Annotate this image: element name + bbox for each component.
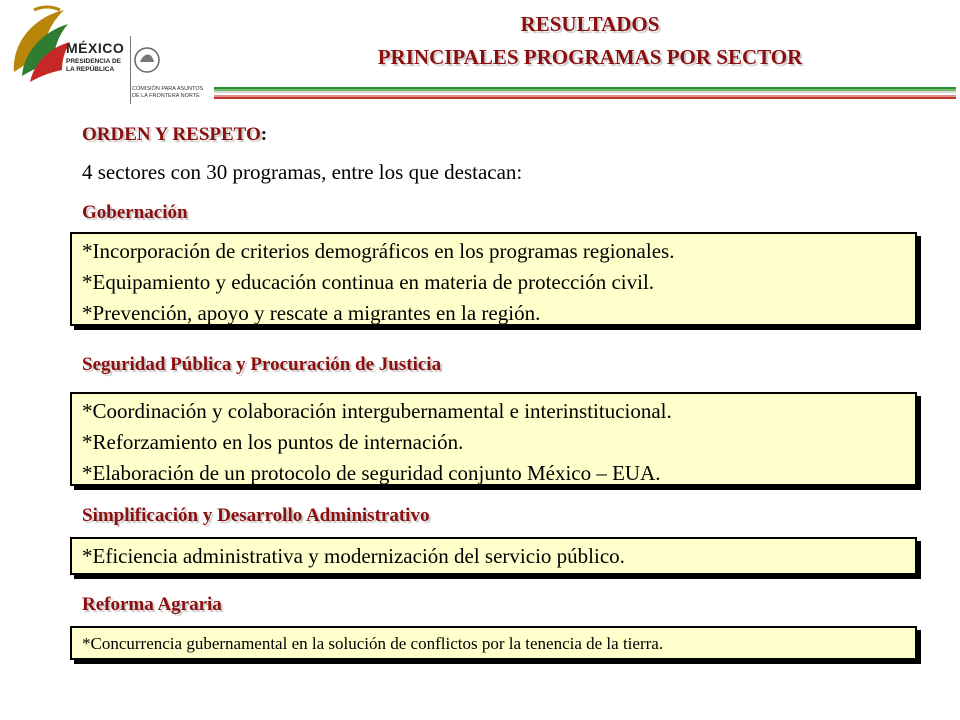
flag-stripes — [214, 87, 956, 101]
list-item: *Equipamiento y educación continua en materia de protección civil. — [82, 270, 655, 294]
logo-agency-line: COMISIÓN PARA ASUNTOS — [132, 86, 204, 92]
logo — [4, 2, 204, 110]
sector-heading-simplificacion: Simplificación y Desarrollo Administrativo — [82, 505, 430, 526]
sector-box-seguridad — [70, 392, 917, 486]
sector-box-reforma-agraria — [70, 626, 917, 660]
section-heading-colon: : — [260, 124, 268, 145]
list-item: *Prevención, apoyo y rescate a migrantes en la región. — [82, 301, 541, 325]
sector-heading-seguridad: Seguridad Pública y Procuración de Justicia — [82, 354, 442, 375]
list-item: *Concurrencia gubernamental en la solución de conflictos por la tenencia de la tierra. — [82, 634, 664, 653]
list-item: *Eficiencia administrativa y modernización del servicio público. — [82, 544, 625, 568]
logo-subtitle — [66, 58, 130, 74]
logo-divider — [130, 36, 131, 104]
sector-box-gobernacion — [70, 232, 917, 326]
logo-agency-line: DE LA FRONTERA NORTE — [132, 93, 200, 99]
logo-name: MÉXICO — [66, 40, 125, 56]
list-item: *Coordinación y colaboración intergubernamental e interinstitucional. — [82, 399, 672, 423]
list-item: *Elaboración de un protocolo de seguridad conjunto México – EUA. — [82, 461, 661, 485]
flag-stripe — [214, 97, 956, 99]
sector-heading-gobernacion: Gobernación — [82, 202, 188, 223]
sector-heading-reforma-agraria: Reforma Agraria — [82, 594, 222, 615]
logo-subtitle-line: LA REPÚBLICA — [66, 66, 115, 73]
list-item: *Reforzamiento en los puntos de internación. — [82, 430, 464, 454]
section-heading-text: ORDEN Y RESPETO — [82, 124, 261, 145]
logo-agency — [132, 86, 212, 100]
page-title: RESULTADOS — [520, 12, 660, 36]
section-heading — [82, 124, 267, 146]
list-item: *Incorporación de criterios demográficos en los programas regionales. — [82, 239, 675, 263]
page-subtitle: PRINCIPALES PROGRAMAS POR SECTOR — [377, 45, 803, 69]
logo-subtitle-line: PRESIDENCIA DE — [66, 58, 122, 65]
section-intro: 4 sectores con 30 programas, entre los que destacan: — [82, 160, 523, 184]
sector-box-simplificacion — [70, 537, 917, 575]
